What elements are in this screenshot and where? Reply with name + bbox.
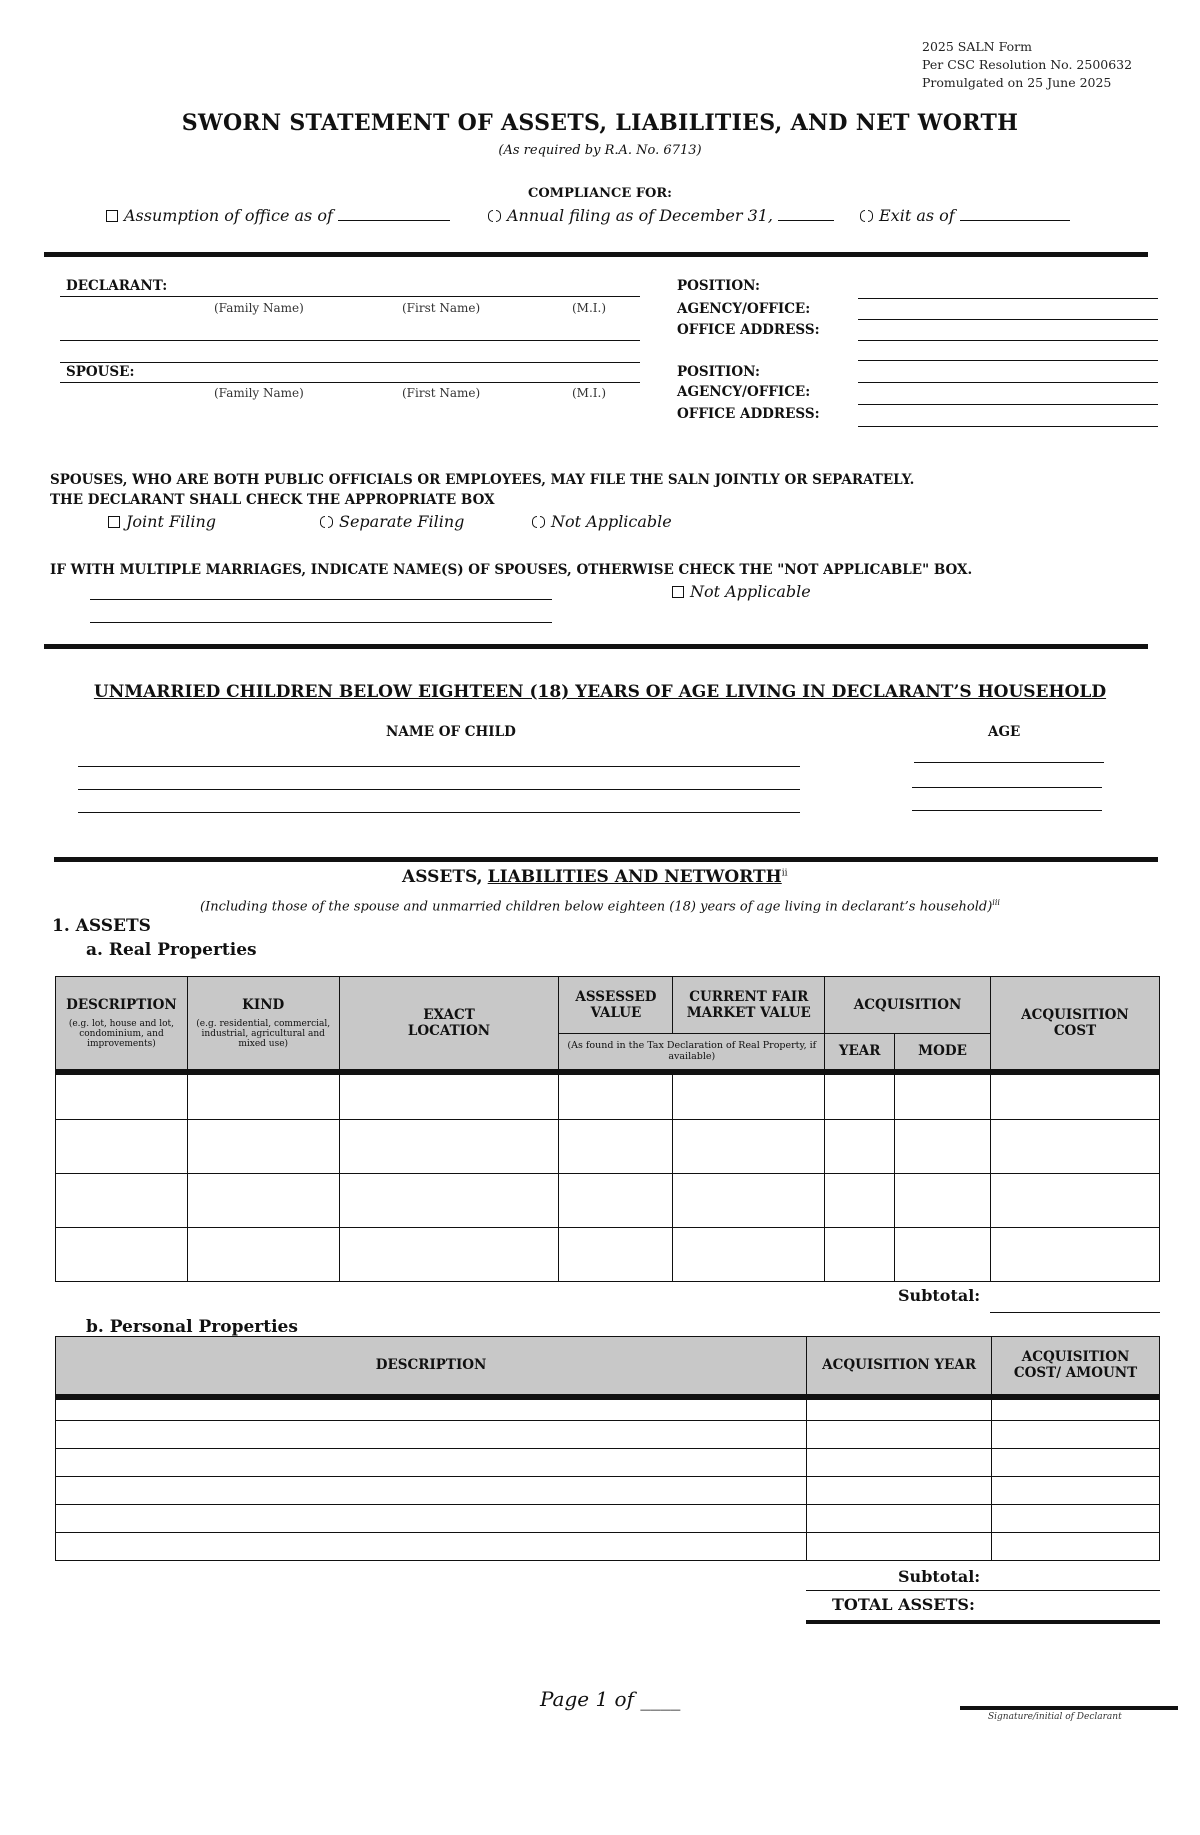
- table-cell[interactable]: [990, 1228, 1159, 1282]
- child-age-field[interactable]: [912, 810, 1102, 811]
- table-cell[interactable]: [673, 1072, 825, 1120]
- divider: [54, 857, 1158, 862]
- table-cell[interactable]: [807, 1505, 992, 1533]
- table-cell[interactable]: [807, 1449, 992, 1477]
- col-mode: MODE: [895, 1034, 991, 1072]
- spouse-names-field-2[interactable]: [90, 622, 552, 623]
- table-cell[interactable]: [825, 1174, 895, 1228]
- personal-subtotal-field[interactable]: [806, 1590, 1160, 1591]
- compliance-exit[interactable]: [860, 206, 1070, 225]
- table-cell[interactable]: [559, 1174, 673, 1228]
- child-age-field[interactable]: [912, 787, 1102, 788]
- table-cell[interactable]: [895, 1174, 991, 1228]
- table-row: [56, 1449, 1160, 1477]
- spouse-name-line[interactable]: [60, 382, 640, 383]
- table-cell[interactable]: [559, 1072, 673, 1120]
- assumption-date-field[interactable]: [338, 207, 450, 221]
- spouse-address-label: OFFICE ADDRESS:: [677, 406, 820, 422]
- assets-note-text: (Including those of the spouse and unmarried children below eighteen (18) years of age living in declarant’s household): [200, 899, 993, 915]
- compliance-assumption[interactable]: [106, 206, 450, 225]
- table-cell[interactable]: [992, 1449, 1160, 1477]
- table-cell[interactable]: [990, 1072, 1159, 1120]
- child-name-field[interactable]: [78, 766, 800, 767]
- pp-col-acquisition-year: ACQUISITION YEAR: [807, 1337, 992, 1397]
- col-description: [56, 977, 188, 1072]
- table-cell[interactable]: [187, 1120, 339, 1174]
- table-cell[interactable]: [56, 1397, 807, 1421]
- pp-col-acquisition-cost: ACQUISITION COST/ AMOUNT: [992, 1337, 1160, 1397]
- spouse-position-field[interactable]: [858, 382, 1158, 383]
- table-cell[interactable]: [807, 1397, 992, 1421]
- table-cell[interactable]: [187, 1072, 339, 1120]
- real-properties-table: [55, 976, 1160, 1282]
- table-cell[interactable]: [56, 1421, 807, 1449]
- personal-properties-heading: b. Personal Properties: [86, 1317, 298, 1337]
- option-not-applicable[interactable]: [532, 512, 672, 531]
- table-cell[interactable]: [895, 1120, 991, 1174]
- table-cell[interactable]: [825, 1228, 895, 1282]
- assets-title-b: LIABILITIES AND NETWORTH: [487, 867, 782, 887]
- radio-icon[interactable]: [488, 209, 501, 222]
- table-cell[interactable]: [673, 1120, 825, 1174]
- table-cell[interactable]: [56, 1174, 188, 1228]
- col-assessed-value: ASSESSED VALUE: [559, 977, 673, 1034]
- assets-note-sup: iii: [992, 898, 1000, 907]
- spouse-label: SPOUSE:: [66, 364, 135, 380]
- table-cell[interactable]: [339, 1120, 559, 1174]
- assets-section-title: [402, 867, 788, 887]
- declarant-first-name-label: (First Name): [402, 301, 481, 315]
- table-row: [56, 1174, 1160, 1228]
- filing-instruction-2: THE DECLARANT SHALL CHECK THE APPROPRIATE BOX: [50, 492, 495, 508]
- col-acquisition-cost: ACQUISITION COST: [990, 977, 1159, 1072]
- table-cell[interactable]: [56, 1449, 807, 1477]
- option-not-applicable-label: Not Applicable: [551, 512, 672, 531]
- radio-icon[interactable]: [532, 515, 545, 528]
- table-cell[interactable]: [992, 1533, 1160, 1561]
- table-cell[interactable]: [187, 1228, 339, 1282]
- table-cell[interactable]: [339, 1174, 559, 1228]
- form-ref-line3: Promulgated on 25 June 2025: [922, 75, 1112, 90]
- real-subtotal-label: Subtotal:: [898, 1286, 981, 1305]
- table-row: [56, 1397, 1160, 1421]
- table-cell[interactable]: [895, 1072, 991, 1120]
- declarant-name-line[interactable]: [60, 296, 640, 297]
- declarant-agency-label: AGENCY/OFFICE:: [677, 301, 811, 317]
- col-kind-label: KIND: [242, 996, 285, 1013]
- total-assets-field[interactable]: [806, 1620, 1160, 1624]
- col-market-value: CURRENT FAIR MARKET VALUE: [673, 977, 825, 1034]
- table-cell[interactable]: [992, 1505, 1160, 1533]
- table-row: [56, 1228, 1160, 1282]
- table-cell[interactable]: [187, 1174, 339, 1228]
- assets-note: [0, 898, 1200, 914]
- declarant-agency-field[interactable]: [858, 319, 1158, 320]
- table-cell[interactable]: [339, 1072, 559, 1120]
- marriages-not-applicable[interactable]: [672, 582, 811, 601]
- children-name-header: NAME OF CHILD: [386, 724, 516, 740]
- declarant-address-label: OFFICE ADDRESS:: [677, 322, 820, 338]
- compliance-exit-label: Exit as of: [879, 206, 955, 225]
- children-age-header: AGE: [988, 724, 1021, 740]
- personal-subtotal-label: Subtotal:: [898, 1567, 981, 1586]
- children-section-title: UNMARRIED CHILDREN BELOW EIGHTEEN (18) YEARS OF AGE LIVING IN DECLARANT’S HOUSEHOLD: [93, 682, 1107, 702]
- pp-col-description: DESCRIPTION: [56, 1337, 807, 1397]
- form-ref-line2: Per CSC Resolution No. 2500632: [922, 57, 1133, 72]
- table-cell[interactable]: [990, 1174, 1159, 1228]
- assets-title-sup: ii: [781, 868, 788, 879]
- table-cell[interactable]: [673, 1174, 825, 1228]
- option-joint-filing[interactable]: [108, 512, 216, 531]
- checkbox-icon[interactable]: [106, 210, 118, 222]
- form-reference: [922, 38, 1132, 92]
- table-cell[interactable]: [559, 1228, 673, 1282]
- declarant-mi-label: (M.I.): [572, 301, 607, 315]
- declarant-extra-line[interactable]: [60, 340, 640, 341]
- table-cell[interactable]: [825, 1072, 895, 1120]
- table-cell[interactable]: [807, 1533, 992, 1561]
- table-cell[interactable]: [992, 1477, 1160, 1505]
- radio-icon[interactable]: [320, 515, 333, 528]
- option-joint-filing-label: Joint Filing: [126, 512, 216, 531]
- declarant-address-field-2[interactable]: [858, 360, 1158, 361]
- table-row: [56, 1477, 1160, 1505]
- marriages-not-applicable-label: Not Applicable: [690, 582, 811, 601]
- declarant-position-label: POSITION:: [677, 278, 760, 294]
- checkbox-icon[interactable]: [672, 586, 684, 598]
- marriages-instruction: IF WITH MULTIPLE MARRIAGES, INDICATE NAME(S) OF SPOUSES, OTHERWISE CHECK THE "NOT APPLICABLE" BOX.: [50, 562, 973, 578]
- table-cell[interactable]: [56, 1072, 188, 1120]
- table-cell[interactable]: [990, 1120, 1159, 1174]
- table-cell[interactable]: [339, 1228, 559, 1282]
- option-separate-filing[interactable]: [320, 512, 464, 531]
- option-separate-filing-label: Separate Filing: [339, 512, 465, 531]
- page-title: SWORN STATEMENT OF ASSETS, LIABILITIES, AND NET WORTH: [181, 110, 1019, 136]
- compliance-assumption-label: Assumption of office as of: [124, 206, 333, 225]
- declarant-address-field[interactable]: [858, 340, 1158, 341]
- assets-title-a: ASSETS,: [402, 867, 483, 887]
- table-cell[interactable]: [56, 1120, 188, 1174]
- compliance-heading: COMPLIANCE FOR:: [528, 186, 672, 201]
- filing-instruction-1: SPOUSES, WHO ARE BOTH PUBLIC OFFICIALS OR EMPLOYEES, MAY FILE THE SALN JOINTLY OR SEPARATELY.: [50, 472, 915, 488]
- col-description-note: (e.g. lot, house and lot, condominium, and improvements): [68, 1018, 175, 1049]
- table-row: [56, 1505, 1160, 1533]
- signature-line[interactable]: [960, 1706, 1178, 1710]
- real-properties-heading: a. Real Properties: [86, 940, 257, 960]
- spouse-agency-field[interactable]: [858, 404, 1158, 405]
- table-cell[interactable]: [895, 1228, 991, 1282]
- spouse-position-label: POSITION:: [677, 364, 760, 380]
- page-subtitle: (As required by R.A. No. 6713): [498, 143, 702, 158]
- table-row: [56, 1120, 1160, 1174]
- total-assets-label: TOTAL ASSETS:: [832, 1595, 975, 1614]
- table-cell[interactable]: [992, 1397, 1160, 1421]
- divider: [44, 644, 1148, 649]
- table-row: [56, 1421, 1160, 1449]
- compliance-annual-label: Annual filing as of December 31,: [507, 206, 774, 225]
- table-cell[interactable]: [807, 1477, 992, 1505]
- real-subtotal-field[interactable]: [990, 1312, 1160, 1313]
- col-description-label: DESCRIPTION: [66, 996, 177, 1013]
- table-cell[interactable]: [56, 1505, 807, 1533]
- radio-icon[interactable]: [860, 209, 873, 222]
- spouse-names-field[interactable]: [90, 599, 552, 600]
- declarant-extra-line[interactable]: [60, 362, 640, 363]
- child-age-field[interactable]: [914, 762, 1104, 763]
- personal-properties-table: [55, 1336, 1160, 1561]
- col-kind: [187, 977, 339, 1072]
- child-name-field[interactable]: [78, 789, 800, 790]
- assets-heading: 1. ASSETS: [52, 916, 151, 936]
- checkbox-icon[interactable]: [108, 516, 120, 528]
- compliance-annual[interactable]: [488, 206, 834, 225]
- table-cell[interactable]: [673, 1228, 825, 1282]
- table-row: [56, 1533, 1160, 1561]
- table-cell[interactable]: [825, 1120, 895, 1174]
- declarant-position-field[interactable]: [858, 298, 1158, 299]
- col-value-note: (As found in the Tax Declaration of Real Property, if available): [559, 1034, 825, 1072]
- declarant-family-name-label: (Family Name): [214, 301, 304, 315]
- declarant-label: DECLARANT:: [66, 278, 168, 294]
- table-cell[interactable]: [807, 1421, 992, 1449]
- spouse-address-field[interactable]: [858, 426, 1158, 427]
- signature-caption: Signature/initial of Declarant: [988, 1712, 1122, 1722]
- col-acquisition: ACQUISITION: [825, 977, 991, 1034]
- table-cell[interactable]: [559, 1120, 673, 1174]
- table-cell[interactable]: [992, 1421, 1160, 1449]
- divider: [44, 252, 1148, 257]
- form-ref-line1: 2025 SALN Form: [922, 39, 1032, 54]
- child-name-field[interactable]: [78, 812, 800, 813]
- spouse-first-name-label: (First Name): [402, 386, 481, 400]
- table-row: [56, 1072, 1160, 1120]
- table-cell[interactable]: [56, 1477, 807, 1505]
- table-cell[interactable]: [56, 1228, 188, 1282]
- exit-date-field[interactable]: [960, 207, 1070, 221]
- spouse-mi-label: (M.I.): [572, 386, 607, 400]
- page-number: Page 1 of ____: [540, 1687, 681, 1711]
- table-cell[interactable]: [56, 1533, 807, 1561]
- col-kind-note: (e.g. residential, commercial, industrial, agricultural and mixed use): [196, 1018, 331, 1049]
- col-year: YEAR: [825, 1034, 895, 1072]
- spouse-family-name-label: (Family Name): [214, 386, 304, 400]
- spouse-agency-label: AGENCY/OFFICE:: [677, 384, 811, 400]
- annual-year-field[interactable]: [778, 207, 834, 221]
- col-location: EXACT LOCATION: [339, 977, 559, 1072]
